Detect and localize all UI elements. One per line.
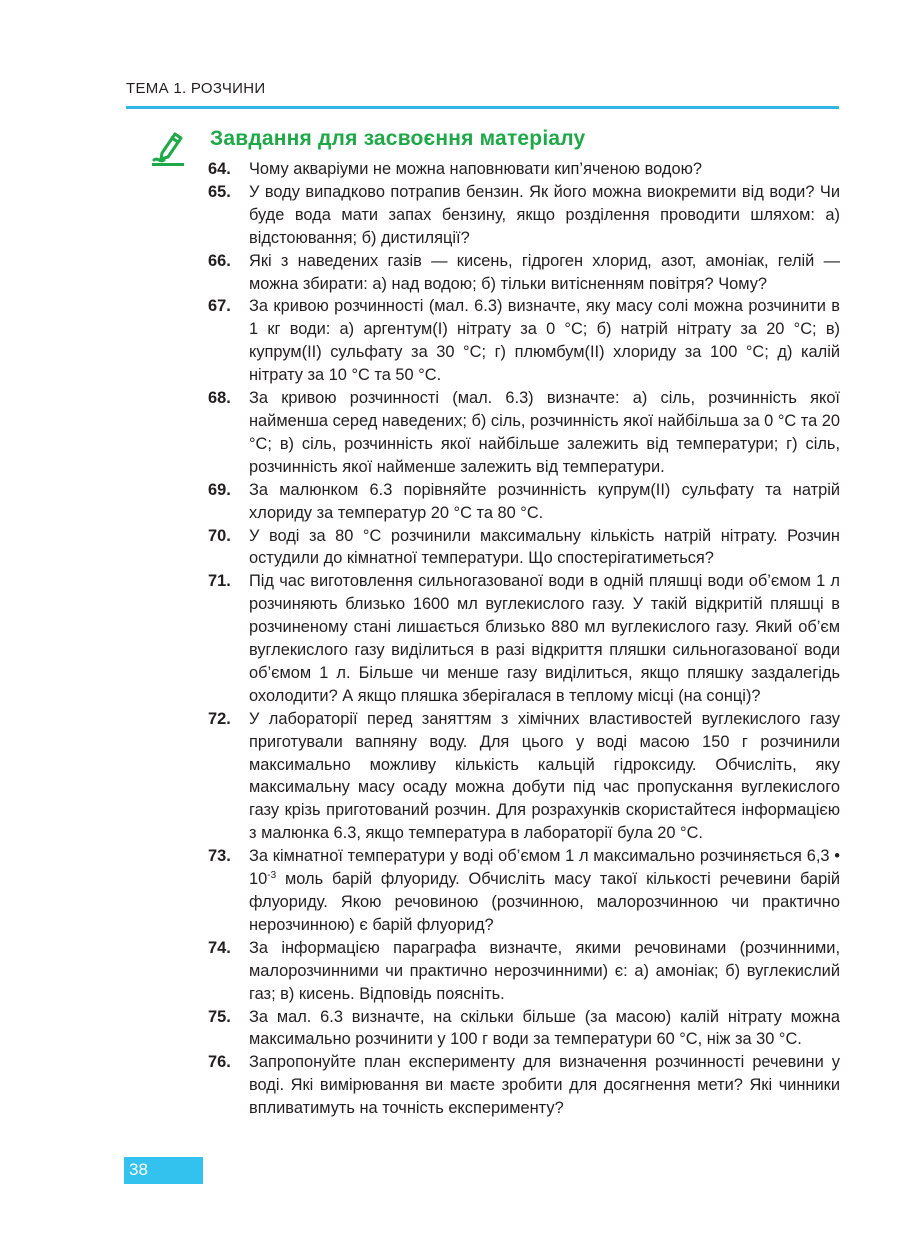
task-number: 65.: [208, 182, 231, 201]
task-text: За кривою розчинності (мал. 6.3) визначте: а) сіль, розчинність якої найменша серед наведених; б) сіль, розчинність якої найбільша за 0 °С та 20 °С; в) сіль, розчинність якої найбільше залежить від температури; г) сіль, розчинність якої найменше залежить від температури.: [249, 389, 840, 476]
task-number: 72.: [208, 709, 231, 728]
pencil-writing-icon: [150, 128, 188, 168]
exponent: -3: [267, 870, 277, 882]
task-number: 73.: [208, 847, 231, 866]
task-text: У воді за 80 °С розчинили максимальну кількість натрій нітрату. Розчин остудили до кімнатної температури. Що спостерігатиметься?: [249, 526, 840, 568]
task-number: 69.: [208, 480, 231, 499]
task-text: У воду випадково потрапив бензин. Як його можна виокремити від води? Чи буде вода мати запах бензину, якщо розділення проводити шляхом: а) відстоювання; б) дистиляції?: [249, 182, 840, 247]
page-number-badge: [124, 1157, 203, 1184]
task-number: 68.: [208, 389, 231, 408]
task-text: У лабораторії перед заняттям з хімічних властивостей вуглекислого газу приготували вапняну воду. Для цього у воді масою 150 г розчинили максимально можливу кількість кальцій гідроксиду. Обчисліть, яку максимальну масу осаду можна добути під час пропускання вуглекислого газу крізь приготований розчин. Для розрахунків скористайтеся інформацією з малюнка 6.3, якщо температура в лабораторії була 20 °С.: [249, 709, 840, 843]
task-item: [208, 387, 840, 479]
task-number: 67.: [208, 297, 231, 316]
task-number: 74.: [208, 938, 231, 957]
task-text: За мал. 6.3 визначте, на скільки більше (за масою) калій нітрату можна максимально розчинити у 100 г води за температури 60 °С, ніж за 30 °С.: [249, 1007, 840, 1049]
task-item: [208, 158, 840, 181]
task-number: 71.: [208, 572, 231, 591]
task-item: [208, 250, 840, 296]
task-text: За малюнком 6.3 порівняйте розчинність купрум(II) сульфату та натрій хлориду за температур 20 °С та 80 °С.: [249, 480, 840, 522]
section-title: Завдання для засвоєння матеріалу: [210, 127, 586, 150]
task-item: [208, 295, 840, 387]
task-text-part: моль барій флуориду. Обчисліть масу такої кількості речевини барій флуориду. Якою речовиною (розчинною, малорозчинною чи практично нерозчинною) є барій флуорид?: [249, 870, 840, 934]
task-item: [208, 1051, 840, 1120]
task-item: [208, 479, 840, 525]
page-header: [126, 76, 839, 109]
task-number: 66.: [208, 251, 231, 270]
task-item: [208, 181, 840, 250]
task-text: Запропонуйте план експерименту для визначення розчинності речевини у воді. Які вимірювання ви маєте зробити для досягнення мети? Які чинники впливатимуть на точність експерименту?: [249, 1053, 840, 1118]
task-text-part: За кімнатної температури у воді об’ємом 1 л максимально розчиняється 6,3 • 10: [249, 847, 840, 889]
task-item: [208, 525, 840, 571]
task-item: [208, 937, 840, 1006]
task-text: Чому акваріуми не можна наповнювати кип’яченою водою?: [249, 160, 702, 178]
task-number: 75.: [208, 1007, 231, 1026]
task-number: 76.: [208, 1053, 231, 1072]
task-item: [208, 845, 840, 937]
task-text: Які з наведених газів — кисень, гідроген хлорид, азот, амоніак, гелій — можна збирати: а) над водою; б) тільки витісненням повітря? Чому?: [249, 251, 840, 293]
task-text: За інформацією параграфа визначте, якими речовинами (розчинними, малорозчинними чи практично нерозчинними) є: а) амоніак; б) вуглекислий газ; в) кисень. Відповідь поясніть.: [249, 938, 840, 1003]
task-item: [208, 708, 840, 845]
task-item: [208, 1006, 840, 1052]
task-number: 64.: [208, 160, 231, 178]
task-text: Під час виготовлення сильногазованої води в одній пляшці води об’ємом 1 л розчиняють близько 1600 мл вуглекислого газу. У такій відкритій пляшці в розчиненому стані лишається близько 880 мл вуглекислого газу. Який об’єм вуглекислого газу виділиться в разі відкриття пляшки сильногазованої води об’ємом 1 л. Більше чи менше газу виділиться, якщо пляшку заздалегідь охолодити? А якщо пляшка зберігалася в теплому місці (на сонці)?: [249, 572, 840, 705]
task-text: За кривою розчинності (мал. 6.3) визначте, яку масу солі можна розчинити в 1 кг води: а) аргентум(I) нітрату за 0 °С; б) натрій нітрату за 20 °С; в) купрум(II) сульфату за 30 °С; г) плюмбум(II) хлориду за 100 °С; д) калій нітрату за 10 °С та 50 °С.: [249, 297, 840, 385]
task-number: 70.: [208, 526, 231, 545]
task-text: [249, 847, 840, 934]
header-title: ТЕМА 1. РОЗЧИНИ: [126, 80, 266, 97]
page-number: 38: [129, 1160, 148, 1179]
task-list: [208, 158, 840, 1120]
task-item: [208, 570, 840, 707]
